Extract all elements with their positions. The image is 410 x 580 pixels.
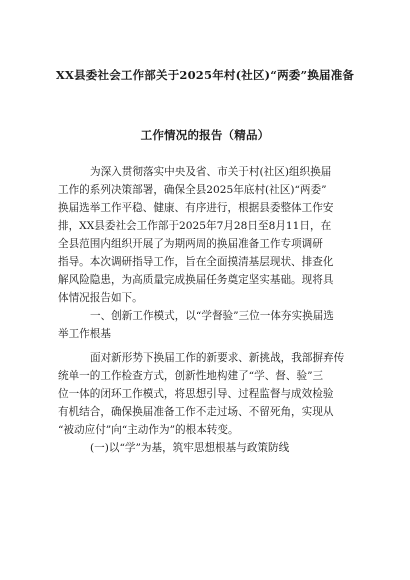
paragraph-1-line: 体情况报告如下。 — [58, 292, 143, 304]
paragraph-2-line: 面对新形势下换届工作的新要求、新挑战，我部摒弃传 — [90, 352, 345, 364]
paragraph-1-line: 工作的系列决策部署，确保全县2025年底村(社区)“两委” — [58, 184, 327, 196]
paragraph-1-line: 为深入贯彻落实中央及省、市关于村(社区)组织换届 — [90, 166, 332, 178]
paragraph-2-line: 有机结合，确保换届准备工作不走过场、不留死角，实现从 — [58, 406, 334, 418]
paragraph-1-line: 解风险隐患，为高质量完成换届任务奠定坚实基础。现将具 — [58, 274, 334, 286]
subheading: (一)以“学”为基，筑牢思想根基与政策防线 — [90, 442, 290, 454]
paragraph-2-line: 统单一的工作检查方式，创新性地构建了“学、督、验”三 — [58, 370, 324, 382]
paragraph-1-line: 排，XX县委社会工作部于2025年7月28日至8月11日，在 — [58, 220, 332, 232]
paragraph-2-line: 位一体的闭环工作模式，将思想引导、过程监督与成效检验 — [58, 388, 334, 400]
paragraph-1-line: 换届选举工作平稳、健康、有序进行，根据县委整体工作安 — [58, 202, 334, 214]
paragraph-1-line: 全县范围内组织开展了为期两周的换届准备工作专项调研 — [58, 238, 323, 250]
document-body — [58, 163, 358, 457]
section-heading-line: 一、创新工作模式，以“学督验”三位一体夯实换届选 — [90, 310, 334, 322]
section-heading-line: 举工作根基 — [58, 328, 111, 340]
paragraph-1-line: 指导。本次调研指导工作，旨在全面摸清基层现状、排查化 — [58, 256, 334, 268]
document-title-line-2: 工作情况的报告（精品） — [140, 128, 270, 142]
paragraph-2-line: “被动应付”向“主动作为”的根本转变。 — [58, 424, 239, 436]
document-title-line-1: XX县委社会工作部关于2025年村(社区)“两委”换届准备 — [55, 68, 355, 82]
